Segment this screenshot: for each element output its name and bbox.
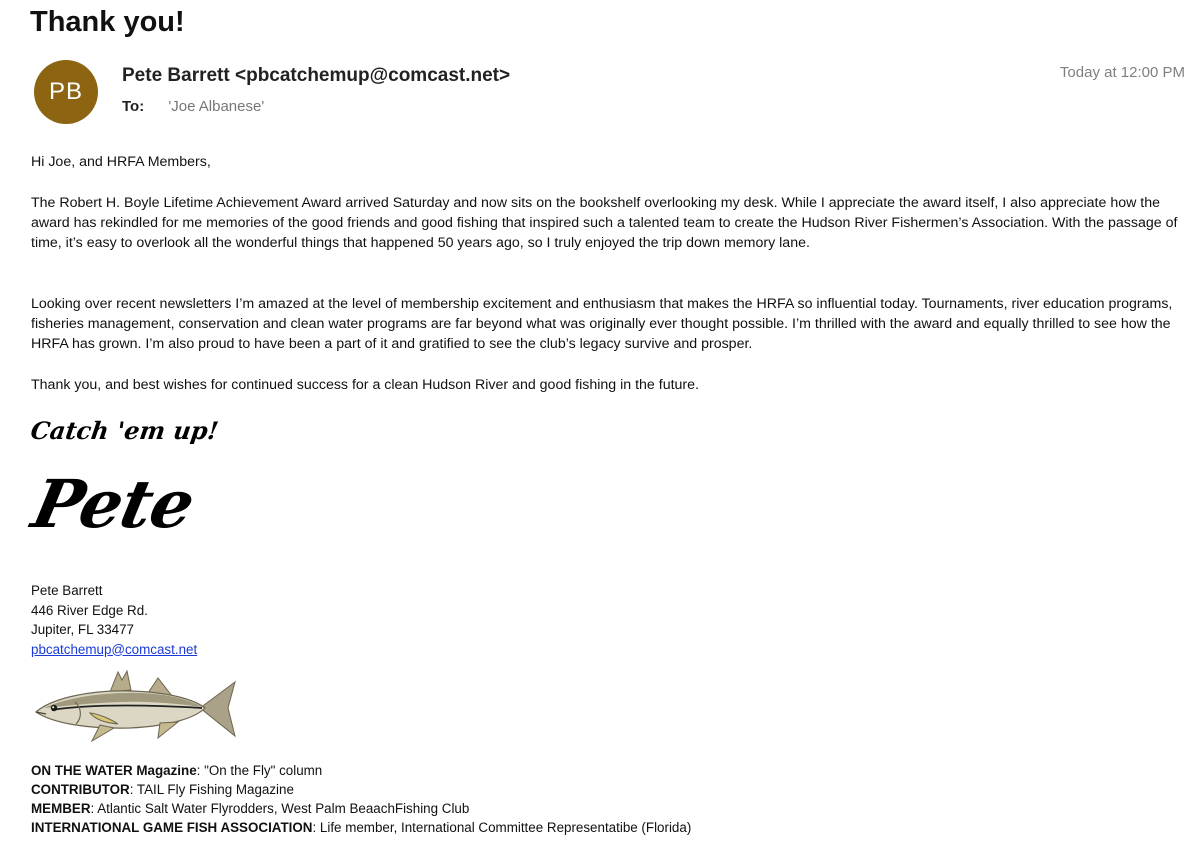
recipient-row — [122, 98, 264, 115]
signature-credits — [31, 761, 691, 837]
credit-line-2 — [31, 780, 691, 799]
email-subject: Thank you! — [30, 6, 185, 38]
to-label: To: — [122, 98, 145, 115]
signature-city: Jupiter, FL 33477 — [31, 622, 134, 637]
signature-street: 446 River Edge Rd. — [31, 602, 148, 618]
email-paragraph-1: The Robert H. Boyle Lifetime Achievement Award arrived Saturday and now sits on the bookshelf overlooking my desk. While I appreciate the award itself, I also appreciate how the award has rekindled for me memories of the good friends and good fishing that inspired such a talented team to create the Hudson River Fishermen’s Association. With the passage of time, it’s easy to overlook all the wonderful things that happened 50 years ago, so I truly enjoyed the trip down memory lane. — [31, 195, 1178, 251]
credit-text-2: : TAIL Fly Fishing Magazine — [129, 782, 294, 797]
email-timestamp: Today at 12:00 PM — [1059, 64, 1185, 81]
credit-text-3: : Atlantic Salt Water Flyrodders, West Palm BeaachFishing Club — [90, 801, 470, 816]
signature-name: Pete Barrett — [31, 583, 103, 598]
credit-label-1: ON THE WATER Magazine — [31, 763, 197, 778]
credit-label-2: CONTRIBUTOR — [31, 782, 130, 797]
signature-email-link[interactable]: pbcatchemup@comcast.net — [31, 641, 198, 657]
email-greeting: Hi Joe, and HRFA Members, — [31, 154, 211, 170]
credit-label-3: MEMBER — [31, 801, 91, 816]
credit-text-4: : Life member, International Committee Representatibe (Florida) — [312, 820, 692, 835]
credit-text-1: : "On the Fly" column — [196, 763, 323, 778]
recipient-name[interactable]: 'Joe Albanese' — [168, 98, 265, 115]
sender-name[interactable]: Pete Barrett <pbcatchemup@comcast.net> — [122, 65, 511, 86]
sender-avatar[interactable]: PB — [34, 60, 98, 124]
credit-line-3 — [31, 799, 691, 818]
email-paragraph-3: Thank you, and best wishes for continued success for a clean Hudson River and good fishing in the future. — [31, 377, 699, 393]
credit-line-1 — [31, 761, 691, 780]
credit-line-4 — [31, 818, 691, 837]
snook-fish-icon — [30, 668, 240, 753]
handwritten-signature: Pete — [25, 465, 201, 543]
signature-address-block — [31, 581, 197, 659]
email-paragraph-2: Looking over recent newsletters I’m amazed at the level of membership excitement and enthusiasm that makes the HRFA so influential today. Tournaments, river education programs, fisheries management, conservation and clean water programs are far beyond what was originally ever thought possible. I’m thrilled with the award and equally thrilled to see how the HRFA has grown. I’m also proud to have been a part of it and gratified to see the club’s legacy survive and prosper. — [31, 296, 1173, 352]
credit-label-4: INTERNATIONAL GAME FISH ASSOCIATION — [31, 820, 313, 835]
signature-closing: Catch 'em up! — [28, 416, 221, 445]
